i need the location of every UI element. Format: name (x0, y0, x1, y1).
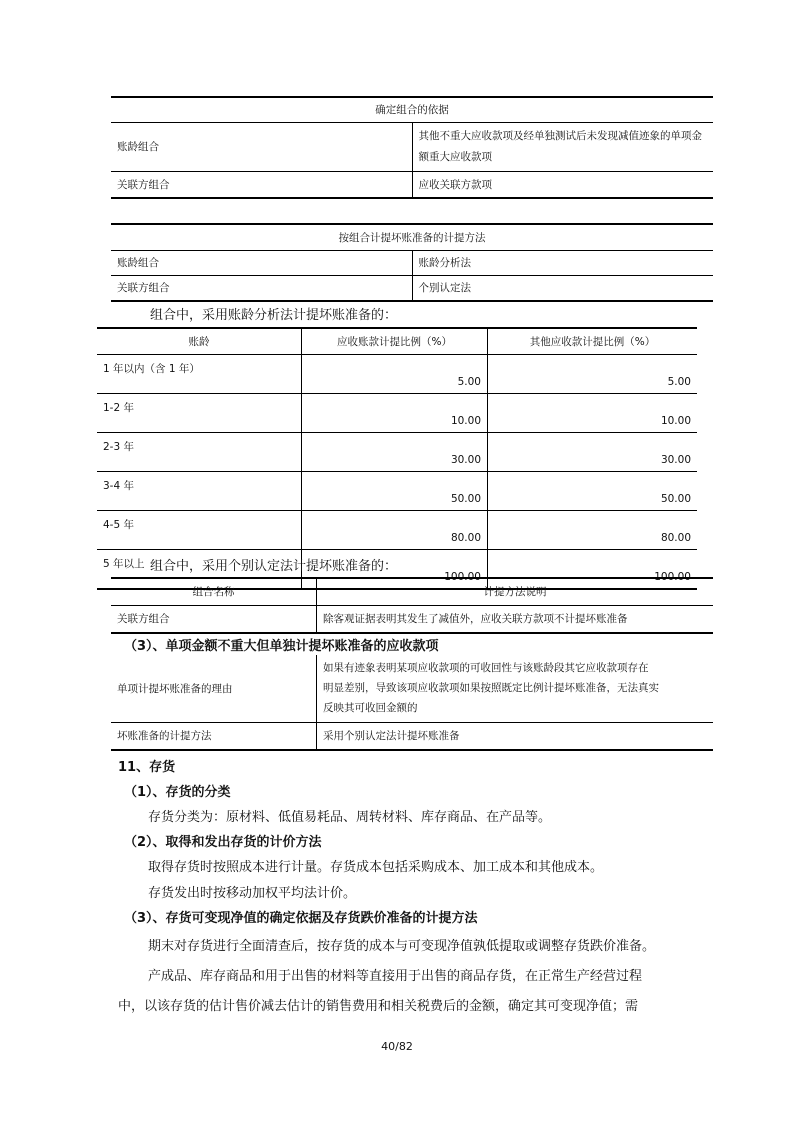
subsection-heading: （1）、存货的分类 (124, 785, 231, 800)
table-row (97, 355, 697, 394)
individual-intro-text: 组合中，采用个别认定法计提坏账准备的： (150, 559, 398, 574)
table-cell: 10.00 (302, 394, 488, 433)
table-cell: 1-2 年 (97, 394, 302, 433)
table-cell (317, 655, 714, 723)
table-cell: 单项计提坏账准备的理由 (111, 655, 317, 723)
section-heading: 11、存货 (118, 760, 176, 775)
table-cell: 关联方组合 (111, 606, 317, 634)
table-cell: 1 年以内（含 1 年） (97, 355, 302, 394)
column-header: 账龄 (97, 328, 302, 355)
paragraph: 中，以该存货的估计售价减去估计的销售费用和相关税费后的金额，确定其可变现净值；需 (118, 999, 639, 1014)
column-header: 计提方法说明 (317, 578, 714, 606)
paragraph: 期末对存货进行全面清查后，按存货的成本与可变现净值孰低提取或调整存货跌价准备。 (148, 939, 656, 954)
portfolio-basis-table (111, 96, 713, 199)
paragraph: 取得存货时按照成本进行计量。存货成本包括采购成本、加工成本和其他成本。 (148, 860, 604, 875)
not-significant-table (111, 655, 713, 751)
subsection-heading: （2）、取得和发出存货的计价方法 (124, 835, 322, 850)
table-row (111, 606, 713, 634)
cell-line: 如果有迹象表明某项应收款项的可收回性与该账龄段其它应收款项存在 (323, 662, 649, 674)
table-row (111, 251, 713, 276)
table-row (111, 276, 713, 302)
aging-ratio-table (97, 327, 697, 590)
table-cell: 其他不重大应收款项及经单独测试后未发现减值迹象的单项金额重大应收款项 (412, 123, 713, 172)
table-header-row (97, 328, 697, 355)
table-row (97, 433, 697, 472)
table-cell: 账龄组合 (111, 123, 412, 172)
table-row (97, 472, 697, 511)
table-cell: 账龄组合 (111, 251, 412, 276)
portfolio-method-table (111, 223, 713, 302)
table-row (111, 655, 713, 723)
table-cell: 采用个别认定法计提坏账准备 (323, 730, 460, 742)
table-row (97, 394, 697, 433)
table-header-row (111, 578, 713, 606)
table-cell: 30.00 (488, 433, 698, 472)
table-cell: 5.00 (302, 355, 488, 394)
paragraph: 存货发出时按移动加权平均法计价。 (148, 886, 357, 901)
section-title: （3）、单项金额不重大但单独计提坏账准备的应收款项 (124, 639, 439, 654)
table-row (97, 511, 697, 550)
paragraph: 产成品、库存商品和用于出售的材料等直接用于出售的商品存货，在正常生产经营过程 (148, 969, 643, 984)
table-header: 按组合计提坏账准备的计提方法 (111, 224, 713, 251)
table-cell: 5.00 (488, 355, 698, 394)
cell-line: 反映其可收回金额的 (323, 702, 418, 714)
table-cell: 10.00 (488, 394, 698, 433)
table-cell: 50.00 (488, 472, 698, 511)
table-cell: 80.00 (488, 511, 698, 550)
table-cell: 账龄分析法 (412, 251, 713, 276)
column-header: 其他应收款计提比例（%） (488, 328, 698, 355)
table-row (111, 123, 713, 172)
table-cell: 100.00 (302, 550, 488, 590)
table-row (111, 172, 713, 199)
column-header: 组合名称 (111, 578, 317, 606)
page-number: 40/82 (381, 1040, 413, 1053)
table-cell: 30.00 (302, 433, 488, 472)
table-cell: 50.00 (302, 472, 488, 511)
table-cell: 3-4 年 (97, 472, 302, 511)
table-row (111, 723, 713, 751)
table-cell: 5 年以上 (97, 550, 302, 590)
table-cell: 关联方组合 (111, 276, 412, 302)
table-header: 确定组合的依据 (111, 97, 713, 123)
table-cell: 应收关联方款项 (418, 178, 492, 191)
table-cell: 80.00 (302, 511, 488, 550)
table-cell: 坏账准备的计提方法 (111, 723, 317, 751)
table-cell: 除客观证据表明其发生了减值外，应收关联方款项不计提坏账准备 (323, 613, 628, 625)
table-cell: 100.00 (654, 571, 691, 583)
subsection-heading: （3）、存货可变现净值的确定依据及存货跌价准备的计提方法 (124, 911, 478, 926)
individual-method-table (111, 577, 713, 634)
table-cell: 个别认定法 (418, 282, 471, 294)
column-header: 应收账款计提比例（%） (302, 328, 488, 355)
table-cell: 关联方组合 (111, 172, 412, 199)
paragraph: 存货分类为：原材料、低值易耗品、周转材料、库存商品、在产品等。 (148, 810, 552, 825)
table-cell: 4-5 年 (97, 511, 302, 550)
aging-intro-text: 组合中，采用账龄分析法计提坏账准备的： (150, 308, 398, 323)
table-cell: 2-3 年 (97, 433, 302, 472)
cell-line: 明显差别，导致该项应收款项如果按照既定比例计提坏账准备，无法真实 (323, 682, 659, 694)
